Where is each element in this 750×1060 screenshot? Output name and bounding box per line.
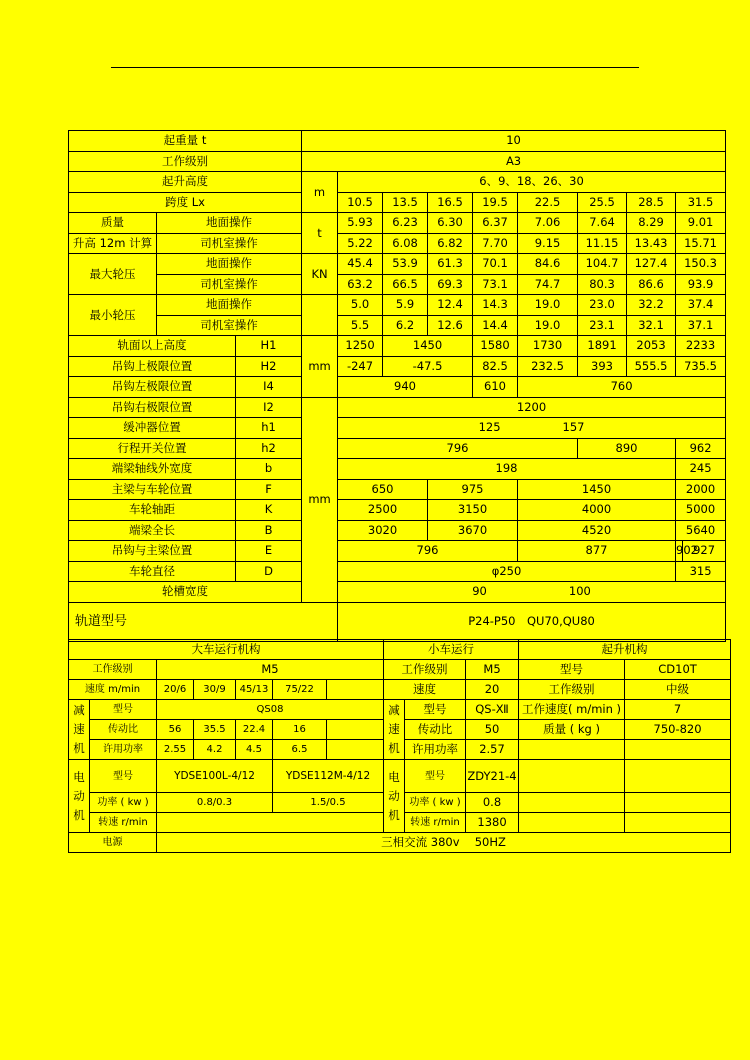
cell-value: 1580 (473, 336, 518, 357)
cell-value: 73.1 (473, 274, 518, 295)
cell-label: 速度 m/min (69, 680, 157, 700)
cell-value: 31.5 (676, 192, 726, 213)
cell-label: 升高 12m 计算 (69, 233, 157, 254)
cell-label: 车轮直径 (69, 561, 236, 582)
cell-value: 22.4 (236, 720, 273, 740)
cell-label: 端梁轴线外宽度 (69, 459, 236, 480)
cell-value: 14.4 (473, 315, 518, 336)
label-motor: 电 动 机 (69, 760, 90, 833)
cell-value: 927 (683, 541, 726, 562)
cell-value: 5.0 (338, 295, 383, 316)
cell-label: 传动比 (90, 720, 157, 740)
cell-unit: mm (302, 336, 338, 398)
cell-value: 393 (578, 356, 627, 377)
row-wheelbase (69, 500, 726, 521)
groove-value-a: 90 (472, 584, 487, 599)
cell-value: 6.30 (428, 213, 473, 234)
buffer-value-b: 157 (562, 420, 585, 435)
cell-value (338, 418, 726, 439)
header-trolley-travel: 小车运行 (384, 640, 519, 660)
row-hook-beam (69, 541, 726, 562)
label-trolley-motor: 电 动 机 (384, 760, 405, 833)
cell-label: 许用功率 (405, 740, 466, 760)
cell-value: 19.0 (518, 295, 578, 316)
cell-value: 1891 (578, 336, 627, 357)
cell-value: 74.7 (518, 274, 578, 295)
cell-label: 型号 (519, 660, 625, 680)
cell-value: 2233 (676, 336, 726, 357)
cell-value: 10 (302, 131, 726, 152)
cell-value: 23.1 (578, 315, 627, 336)
cell-label: 轨面以上高度 (69, 336, 236, 357)
cell-value: 750-820 (625, 720, 731, 740)
cell-value: 61.3 (428, 254, 473, 275)
cell-value: 9.15 (518, 233, 578, 254)
cell-value: 三相交流 380v 50HZ (157, 833, 731, 853)
cell-value: 940 (338, 377, 473, 398)
cell-value: 198 (338, 459, 676, 480)
cell-value: 16 (273, 720, 327, 740)
cell-label: 工作速度( m/min ) (519, 700, 625, 720)
cell-value: 35.5 (194, 720, 236, 740)
cell-value: 796 (338, 541, 518, 562)
cell-label: 轮槽宽度 (69, 582, 302, 603)
cell-label: 工作级别 (69, 151, 302, 172)
cell-value: 7.70 (473, 233, 518, 254)
cell-label: 司机室操作 (157, 233, 302, 254)
cell-value: 13.5 (383, 192, 428, 213)
cell-value: 5640 (676, 520, 726, 541)
cell-value: 30/9 (194, 680, 236, 700)
cell-value: 19.0 (518, 315, 578, 336)
cell-label: 最小轮压 (69, 295, 157, 336)
cell-value: 5.5 (338, 315, 383, 336)
row-min-cab (69, 315, 726, 336)
cell-value: 877 (518, 541, 676, 562)
cell-label: 吊钩上极限位置 (69, 356, 236, 377)
row-limit (69, 438, 726, 459)
cell-value: 6.5 (273, 740, 327, 760)
cell-label: 最大轮压 (69, 254, 157, 295)
cell-label: 地面操作 (157, 254, 302, 275)
row-rail (69, 602, 726, 641)
cell-label: 吊钩与主梁位置 (69, 541, 236, 562)
cell-value: M5 (157, 660, 384, 680)
row-groove (69, 582, 726, 603)
cell-empty (519, 740, 625, 760)
row-max-cab (69, 274, 726, 295)
row-lift-height (69, 172, 726, 193)
cell-label: 缓冲器位置 (69, 418, 236, 439)
cell-value: 3020 (338, 520, 428, 541)
cell-label: 型号 (405, 700, 466, 720)
cell-value: 962 (676, 438, 726, 459)
row-work-class (69, 151, 726, 172)
cell-label: 吊钩右极限位置 (69, 397, 236, 418)
row-mech-speed (69, 680, 731, 700)
cell-value: 6.37 (473, 213, 518, 234)
cell-value: 37.1 (676, 315, 726, 336)
cell-label: 地面操作 (157, 213, 302, 234)
cell-value: 32.1 (627, 315, 676, 336)
cell-value: YDSE112M-4/12 (273, 760, 384, 793)
cell-label: 型号 (90, 760, 157, 793)
cell-value: 19.5 (473, 192, 518, 213)
cell-value: 80.3 (578, 274, 627, 295)
row-motor-model (69, 760, 731, 793)
cell-value: 6.08 (383, 233, 428, 254)
cell-symbol: I2 (236, 397, 302, 418)
cell-value: 650 (338, 479, 428, 500)
cell-label: 行程开关位置 (69, 438, 236, 459)
row-reducer-model (69, 700, 731, 720)
cell-label: 起重量 t (69, 131, 302, 152)
cell-label: 转速 r/min (405, 813, 466, 833)
header-hoist: 起升机构 (519, 640, 731, 660)
cell-label: 质量 (69, 213, 157, 234)
cell-symbol: I4 (236, 377, 302, 398)
header-crane-travel: 大车运行机构 (69, 640, 384, 660)
cell-value: 28.5 (627, 192, 676, 213)
cell-value: 12.6 (428, 315, 473, 336)
row-buffer (69, 418, 726, 439)
cell-value: 16.5 (428, 192, 473, 213)
cell-unit (302, 295, 338, 336)
cell-label: 司机室操作 (157, 315, 302, 336)
cell-symbol: H2 (236, 356, 302, 377)
cell-value: 14.3 (473, 295, 518, 316)
cell-value: 1450 (383, 336, 473, 357)
cell-label: 型号 (90, 700, 157, 720)
cell-value: 82.5 (473, 356, 518, 377)
cell-value: 70.1 (473, 254, 518, 275)
cell-value: 66.5 (383, 274, 428, 295)
cell-value: 8.29 (627, 213, 676, 234)
cell-value: 10.5 (338, 192, 383, 213)
cell-label: 端梁全长 (69, 520, 236, 541)
cell-value: 45.4 (338, 254, 383, 275)
cell-value: 5000 (676, 500, 726, 521)
cell-value: 50 (466, 720, 519, 740)
cell-value: 1250 (338, 336, 383, 357)
cell-value: CD10T (625, 660, 731, 680)
cell-unit: t (302, 213, 338, 254)
cell-value: 75/22 (273, 680, 327, 700)
cell-value: 中级 (625, 680, 731, 700)
cell-value: 37.4 (676, 295, 726, 316)
cell-value: φ250 (338, 561, 676, 582)
cell-value: 6.23 (383, 213, 428, 234)
cell-value: 12.4 (428, 295, 473, 316)
cell-value: YDSE100L-4/12 (157, 760, 273, 793)
cell-empty (519, 813, 625, 833)
buffer-value-a: 125 (478, 420, 501, 435)
cell-label: 起升高度 (69, 172, 302, 193)
cell-label: 司机室操作 (157, 274, 302, 295)
cell-label: 速度 (384, 680, 466, 700)
cell-value: 6、9、18、26、30 (338, 172, 726, 193)
cell-value: ZDY21-4 (466, 760, 519, 793)
cell-label: 轨道型号 (69, 602, 338, 641)
cell-value: 1730 (518, 336, 578, 357)
cell-value: 0.8 (466, 793, 519, 813)
row-wheel-dia (69, 561, 726, 582)
cell-empty (625, 813, 731, 833)
cell-symbol: h2 (236, 438, 302, 459)
cell-value: 245 (676, 459, 726, 480)
cell-value: 2500 (338, 500, 428, 521)
cell-value: 104.7 (578, 254, 627, 275)
cell-label: 地面操作 (157, 295, 302, 316)
row-main-beam (69, 479, 726, 500)
row-mech-work-class (69, 660, 731, 680)
cell-value: 11.15 (578, 233, 627, 254)
cell-label: 转速 r/min (90, 813, 157, 833)
cell-value: 1.5/0.5 (273, 793, 384, 813)
cell-value: P24-P50 QU70,QU80 (338, 602, 726, 641)
cell-value: 5.93 (338, 213, 383, 234)
cell-value: 22.5 (518, 192, 578, 213)
cell-value: 975 (428, 479, 518, 500)
cell-value: 1200 (338, 397, 726, 418)
row-beam-len (69, 520, 726, 541)
cell-value: 902 (676, 541, 683, 562)
cell-empty (625, 793, 731, 813)
cell-value: 63.2 (338, 274, 383, 295)
cell-value: 86.6 (627, 274, 676, 295)
cell-value: 93.9 (676, 274, 726, 295)
cell-value: 2000 (676, 479, 726, 500)
cell-value: 232.5 (518, 356, 578, 377)
cell-value: 5.9 (383, 295, 428, 316)
cell-symbol: E (236, 541, 302, 562)
cell-symbol: b (236, 459, 302, 480)
cell-value: 7 (625, 700, 731, 720)
cell-value: 69.3 (428, 274, 473, 295)
row-i4 (69, 377, 726, 398)
cell-value: 3150 (428, 500, 518, 521)
cell-value: 890 (578, 438, 676, 459)
cell-symbol: B (236, 520, 302, 541)
row-span (69, 192, 726, 213)
mechanism-table (68, 639, 731, 853)
cell-value: 2.57 (466, 740, 519, 760)
header-rule (111, 67, 639, 68)
row-min-ground (69, 295, 726, 316)
row-capacity (69, 131, 726, 152)
cell-value: 6.82 (428, 233, 473, 254)
cell-symbol: F (236, 479, 302, 500)
cell-value: 4000 (518, 500, 676, 521)
cell-value: 1380 (466, 813, 519, 833)
groove-value-b: 100 (568, 584, 591, 599)
cell-symbol: K (236, 500, 302, 521)
cell-label: 车轮轴距 (69, 500, 236, 521)
cell-empty (625, 740, 731, 760)
cell-value: 4.5 (236, 740, 273, 760)
cell-value: 760 (518, 377, 726, 398)
cell-value (338, 582, 726, 603)
cell-value: QS-Ⅻ (466, 700, 519, 720)
cell-empty (625, 760, 731, 793)
cell-value: 3670 (428, 520, 518, 541)
row-mass-cab (69, 233, 726, 254)
cell-label: 主梁与车轮位置 (69, 479, 236, 500)
cell-value: 20/6 (157, 680, 194, 700)
cell-value: 45/13 (236, 680, 273, 700)
cell-unit: m (302, 172, 338, 213)
row-power-supply (69, 833, 731, 853)
cell-value: 32.2 (627, 295, 676, 316)
cell-value: 315 (676, 561, 726, 582)
cell-unit: mm (302, 397, 338, 602)
cell-empty (519, 793, 625, 813)
cell-label: 许用功率 (90, 740, 157, 760)
cell-unit: KN (302, 254, 338, 295)
cell-label: 跨度 Lx (69, 192, 302, 213)
cell-symbol: H1 (236, 336, 302, 357)
cell-value: QS08 (157, 700, 384, 720)
cell-value: 610 (473, 377, 518, 398)
cell-value: 6.2 (383, 315, 428, 336)
cell-empty (157, 813, 384, 833)
cell-value: 735.5 (676, 356, 726, 377)
cell-label: 质量 ( kg ) (519, 720, 625, 740)
cell-value: 25.5 (578, 192, 627, 213)
row-beam-out (69, 459, 726, 480)
cell-label: 工作级别 (384, 660, 466, 680)
cell-label: 功率 ( kw ) (405, 793, 466, 813)
cell-value: -247 (338, 356, 383, 377)
cell-label: 工作级别 (519, 680, 625, 700)
cell-label: 功率 ( kw ) (90, 793, 157, 813)
cell-value: 1450 (518, 479, 676, 500)
cell-value: 0.8/0.3 (157, 793, 273, 813)
cell-value: 127.4 (627, 254, 676, 275)
cell-value: 20 (466, 680, 519, 700)
crane-spec-table (68, 130, 726, 642)
cell-value: 84.6 (518, 254, 578, 275)
cell-value: 555.5 (627, 356, 676, 377)
cell-value: A3 (302, 151, 726, 172)
cell-value: 15.71 (676, 233, 726, 254)
cell-empty (327, 680, 384, 700)
cell-label: 型号 (405, 760, 466, 793)
cell-value: -47.5 (383, 356, 473, 377)
cell-value: 13.43 (627, 233, 676, 254)
row-h2 (69, 356, 726, 377)
cell-value: 56 (157, 720, 194, 740)
cell-value: 4.2 (194, 740, 236, 760)
row-i2 (69, 397, 726, 418)
cell-symbol: h1 (236, 418, 302, 439)
cell-label: 工作级别 (69, 660, 157, 680)
cell-symbol: D (236, 561, 302, 582)
cell-value: 23.0 (578, 295, 627, 316)
cell-value: 2.55 (157, 740, 194, 760)
row-h1 (69, 336, 726, 357)
cell-value: 796 (338, 438, 578, 459)
cell-value: 2053 (627, 336, 676, 357)
cell-value: 7.64 (578, 213, 627, 234)
row-mech-headers (69, 640, 731, 660)
cell-value: 53.9 (383, 254, 428, 275)
cell-value: 4520 (518, 520, 676, 541)
row-mass-ground (69, 213, 726, 234)
cell-empty (327, 720, 384, 740)
label-reducer: 减 速 机 (69, 700, 90, 760)
cell-value: 5.22 (338, 233, 383, 254)
row-max-ground (69, 254, 726, 275)
label-trolley-reducer: 减 速 机 (384, 700, 405, 760)
cell-value: 150.3 (676, 254, 726, 275)
cell-label: 传动比 (405, 720, 466, 740)
cell-empty (519, 760, 625, 793)
cell-empty (327, 740, 384, 760)
cell-value: 9.01 (676, 213, 726, 234)
cell-value: M5 (466, 660, 519, 680)
cell-label: 吊钩左极限位置 (69, 377, 236, 398)
cell-label: 电源 (69, 833, 157, 853)
cell-value: 7.06 (518, 213, 578, 234)
